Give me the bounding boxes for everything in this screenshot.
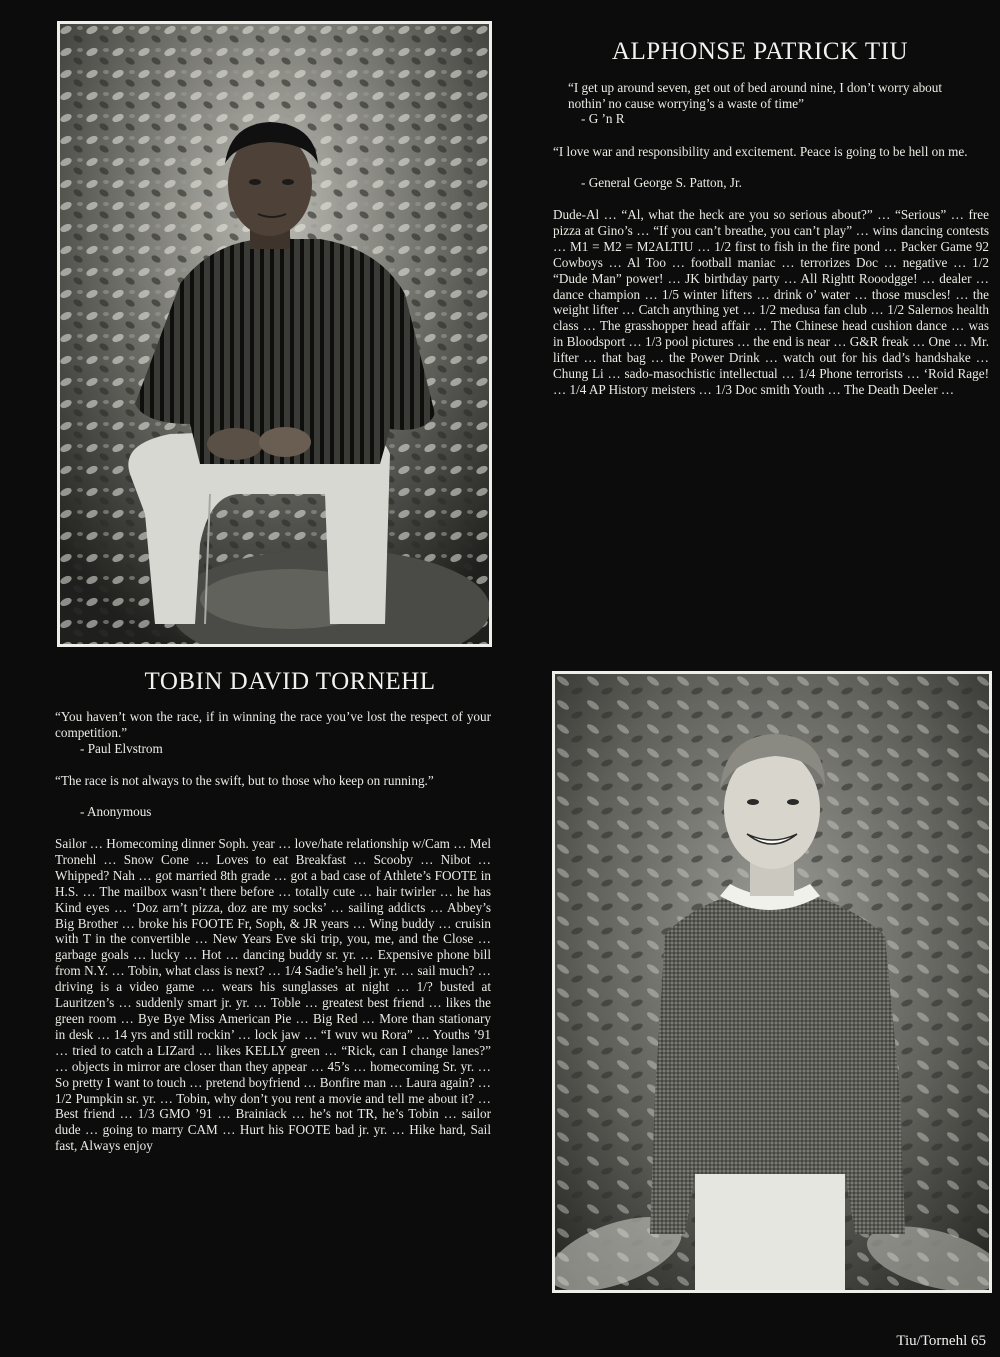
portrait-photo-tobin: [552, 671, 992, 1293]
senior-memories-tobin: Sailor … Homecoming dinner Soph. year … love/hate relationship w/Cam … Mel Tronehl … Snow Cone … Loves to eat Breakfast … Scooby … Nibot … Whipped? Nah … got married 8th grade … got a bad case of Athlete’s FOOTE in H.S. … The mailbox wasn’t there before … totally cute … hair twirler … he has Kind eyes … ‘Doz arn’t pizza, doz are my socks’ … sailing addicts … Abbey’s Big Brother … broke his FOOTE Fr, Soph, & JR years … Wing buddy … cruisin with T in the convertible … New Years Eve ski trip, you, me, and the Close … garbage goals … lucky … Hot … dancing buddy sr. yr. … Expensive phone bill from N.Y. … Tobin, what class is next? … 1/4 Sadie’s hell jr. yr. … sail much? … driving is a video game … wears his sunglasses at night … 1/? busted at Lauritzen’s … suddenly smart jr. yr. … Toble … greatest best friend … likes the green room … Bye Bye Miss American Pie … Big Red … More than stationary in desk … 14 yrs and still rockin’ … lock jaw … “I wuv wu Rora” … Youths ’91 … tried to catch a LIZard … likes KELLY green … “Rick, can I change lanes?” … objects in mirror are closer than they appear … 45’s … homecoming Sr. yr. … So pretty I want to touch … pretend boyfriend … Bonfire man … Laura again? … 1/2 Pumpkin sr. yr. … Tobin, why don’t you rent a movie and tell me about it? … Best friend … 1/3 GMO ’91 … Brainiack … he’s not TR, he’s Tobin … sailor dude … going to marry CAM … Hurt his FOOTE bad jr. yr. … Hike hard, Sail fast, Always enjoy: [55, 836, 491, 1154]
quote-attribution: - Paul Elvstrom: [80, 741, 163, 756]
quote-text: “I love war and responsibility and excitement. Peace is going to be hell on me.: [553, 144, 968, 159]
quote-attribution: - General George S. Patton, Jr.: [581, 175, 742, 190]
quote-text: “I get up around seven, get out of bed around nine, I don’t worry about nothin’ no cause worrying’s a waste of time”: [568, 80, 943, 111]
quote-text: “The race is not always to the swift, but to those who keep on running.”: [55, 773, 434, 788]
quote-attribution: - Anonymous: [80, 804, 152, 819]
quote-attribution: - G ’n R: [581, 111, 625, 126]
portrait-alphonse-image: [60, 24, 489, 644]
page-folio: Tiu/Tornehl 65: [896, 1333, 986, 1349]
quote-text: “You haven’t won the race, if in winning the race you’ve lost the respect of your competition.”: [55, 709, 491, 740]
portrait-tobin-image: [555, 674, 989, 1290]
senior-memories-alphonse: Dude-Al … “Al, what the heck are you so serious about?” … “Serious” … free pizza at Gino’s … “If you can’t breathe, you can’t play” … wins dancing contests … M1 = M2 = M2ALTIU … 1/2 first to fish in the fire pond … Packer Game 92 Cowboys … Al Too … football maniac … terrorizes Doc … negative … 1/2 “Dude Man” power! … JK birthday party … All Rightt Rooodgge! … dealer … dance champion … 1/5 winter lifters … drink o’ water … those muscles! … the weight lifter … Catch anything yet … 1/2 medusa fan club … 1/2 Salernos health class … The grasshopper head affair … The Chinese head cushion dance … was in Bloodsport … 1/3 pool pictures … the end is near … G&R freak … One … Mr. lifter … that bag … the Power Drink … watch out for his dad’s handshake … Chung Li … sado-masochistic intellectual … 1/4 Phone terrorists … ‘Roid Rage! … 1/4 AP History meisters … 1/3 Doc smith Youth … The Death Deeler …: [553, 207, 989, 397]
portrait-photo-alphonse: [57, 21, 492, 647]
student-name-alphonse: ALPHONSE PATRICK TIU: [611, 38, 909, 65]
student-name-tobin: TOBIN DAVID TORNEHL: [144, 668, 436, 695]
